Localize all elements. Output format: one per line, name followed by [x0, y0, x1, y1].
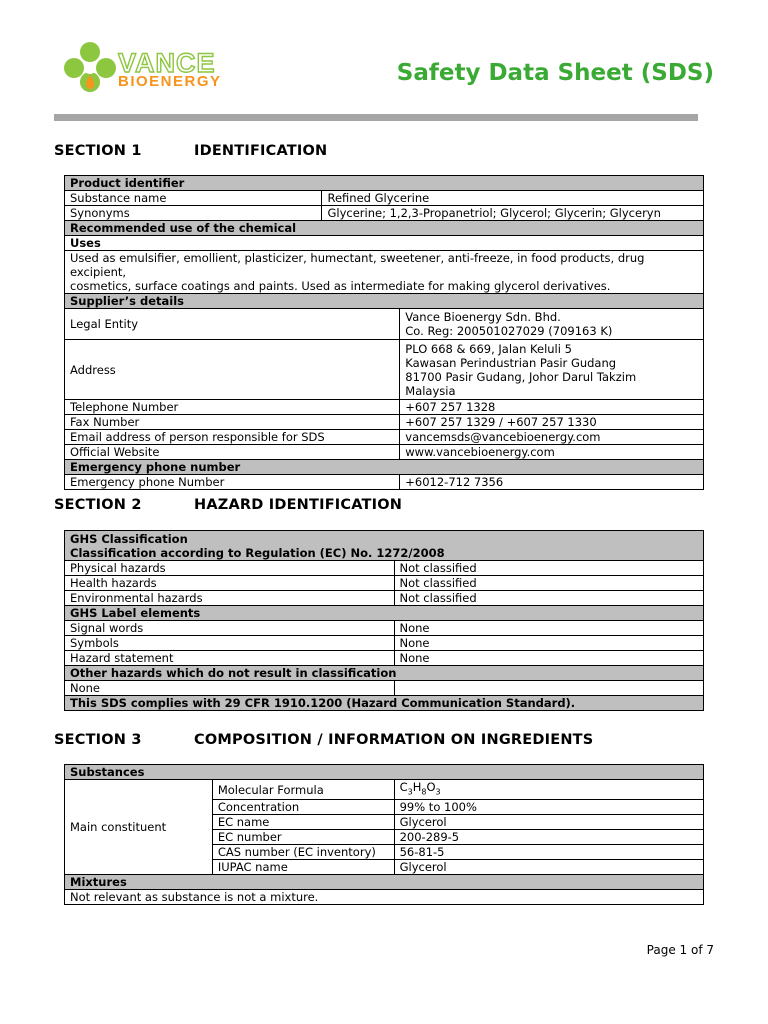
row-label: EC name: [212, 815, 394, 830]
table-header: GHS Label elements: [65, 606, 704, 621]
row-value: None: [394, 621, 704, 636]
section-title: IDENTIFICATION: [194, 143, 328, 159]
row-value: +6012-712 7356: [400, 475, 704, 490]
row-value: None: [394, 651, 704, 666]
table-header: Recommended use of the chemical: [65, 221, 704, 236]
section-3-heading: [54, 732, 593, 748]
text-line: Vance Bioenergy Sdn. Bhd.: [405, 310, 561, 324]
section-1-heading: [54, 143, 327, 159]
text-line: 81700 Pasir Gudang, Johor Darul Takzim: [405, 369, 637, 384]
text-line: GHS Classification: [70, 531, 188, 546]
text-line: Co. Reg: 200501027029 (709163 K): [405, 324, 613, 338]
row-label: Legal Entity: [65, 309, 400, 340]
row-label: Official Website: [65, 445, 400, 460]
text-line: Kawasan Perindustrian Pasir Gudang: [405, 355, 617, 370]
section-2-heading: [54, 497, 402, 513]
table-header: Other hazards which do not result in classification: [65, 666, 704, 681]
row-value: 200-289-5: [394, 830, 703, 845]
logo-wordmark: VANCE: [118, 48, 216, 78]
row-label: Uses: [65, 236, 704, 251]
row-label: Telephone Number: [65, 400, 400, 415]
company-logo: [62, 40, 252, 96]
row-label: Concentration: [212, 800, 394, 815]
page-number: Page 1 of 7: [646, 943, 714, 957]
row-label: CAS number (EC inventory): [212, 845, 394, 860]
row-label: Physical hazards: [65, 561, 395, 576]
row-value: 99% to 100%: [394, 800, 703, 815]
hazard-table: [64, 530, 704, 711]
row-label: Synonyms: [65, 206, 322, 221]
row-value: Glycerol: [394, 860, 703, 875]
row-label: Emergency phone Number: [65, 475, 400, 490]
row-label: Health hazards: [65, 576, 395, 591]
section-title: HAZARD IDENTIFICATION: [194, 497, 403, 513]
row-value: Glycerine; 1,2,3-Propanetriol; Glycerol; Glycerin; Glyceryn: [322, 206, 704, 221]
row-label: IUPAC name: [212, 860, 394, 875]
table-header: Product identifier: [65, 176, 704, 191]
row-label: Molecular Formula: [212, 780, 394, 800]
row-label: Substance name: [65, 191, 322, 206]
row-value: www.vancebioenergy.com: [400, 445, 704, 460]
table-header: [65, 531, 704, 561]
table-header: Substances: [65, 765, 704, 780]
row-value: None: [394, 636, 704, 651]
row-label: Signal words: [65, 621, 395, 636]
table-header: Mixtures: [65, 875, 704, 890]
composition-table: [64, 764, 704, 905]
section-number: SECTION 2: [54, 497, 142, 513]
row-label: Main constituent: [65, 780, 213, 875]
row-value: Not relevant as substance is not a mixture.: [65, 890, 704, 905]
row-label: Fax Number: [65, 415, 400, 430]
text-line: cosmetics, surface coatings and paints. Used as intermediate for making glycerol derivatives.: [70, 279, 611, 293]
section-title: COMPOSITION / INFORMATION ON INGREDIENTS: [194, 732, 594, 748]
legal-entity-value: [400, 309, 704, 340]
text-line: Used as emulsifier, emollient, plasticizer, humectant, sweetener, anti-freeze, in food products, drug excipient,: [70, 251, 645, 279]
row-value: +607 257 1329 / +607 257 1330: [400, 415, 704, 430]
compliance-statement: This SDS complies with 29 CFR 1910.1200 (Hazard Communication Standard).: [65, 696, 704, 711]
row-value: Glycerol: [394, 815, 703, 830]
row-value: None: [65, 681, 395, 696]
section-number: SECTION 3: [54, 732, 142, 748]
row-value: 56-81-5: [394, 845, 703, 860]
row-label: EC number: [212, 830, 394, 845]
text-line: Classification according to Regulation (EC) No. 1272/2008: [70, 545, 445, 560]
row-label: Email address of person responsible for SDS: [65, 430, 400, 445]
row-label: Symbols: [65, 636, 395, 651]
logo-subtitle: BIOENERGY: [118, 73, 222, 90]
row-value: Not classified: [394, 576, 704, 591]
empty-cell: [394, 681, 704, 696]
row-value: Refined Glycerine: [322, 191, 704, 206]
text-line: Malaysia: [405, 383, 456, 398]
uses-description: [65, 251, 704, 294]
table-header: Supplier’s details: [65, 294, 704, 309]
row-value: Not classified: [394, 561, 704, 576]
header-divider: [54, 114, 698, 121]
molecular-formula-value: $C_3H_8O_3$: [394, 780, 703, 800]
address-value: [400, 340, 704, 400]
table-header: Emergency phone number: [65, 460, 704, 475]
row-value: vancemsds@vancebioenergy.com: [400, 430, 704, 445]
identification-table: [64, 175, 704, 490]
text-line: PLO 668 & 669, Jalan Keluli 5: [405, 341, 572, 356]
document-title: Safety Data Sheet (SDS): [396, 60, 714, 86]
row-label: Address: [65, 340, 400, 400]
clover-drop-icon: [62, 40, 118, 96]
row-label: Hazard statement: [65, 651, 395, 666]
row-value: Not classified: [394, 591, 704, 606]
row-value: +607 257 1328: [400, 400, 704, 415]
section-number: SECTION 1: [54, 143, 142, 159]
row-label: Environmental hazards: [65, 591, 395, 606]
